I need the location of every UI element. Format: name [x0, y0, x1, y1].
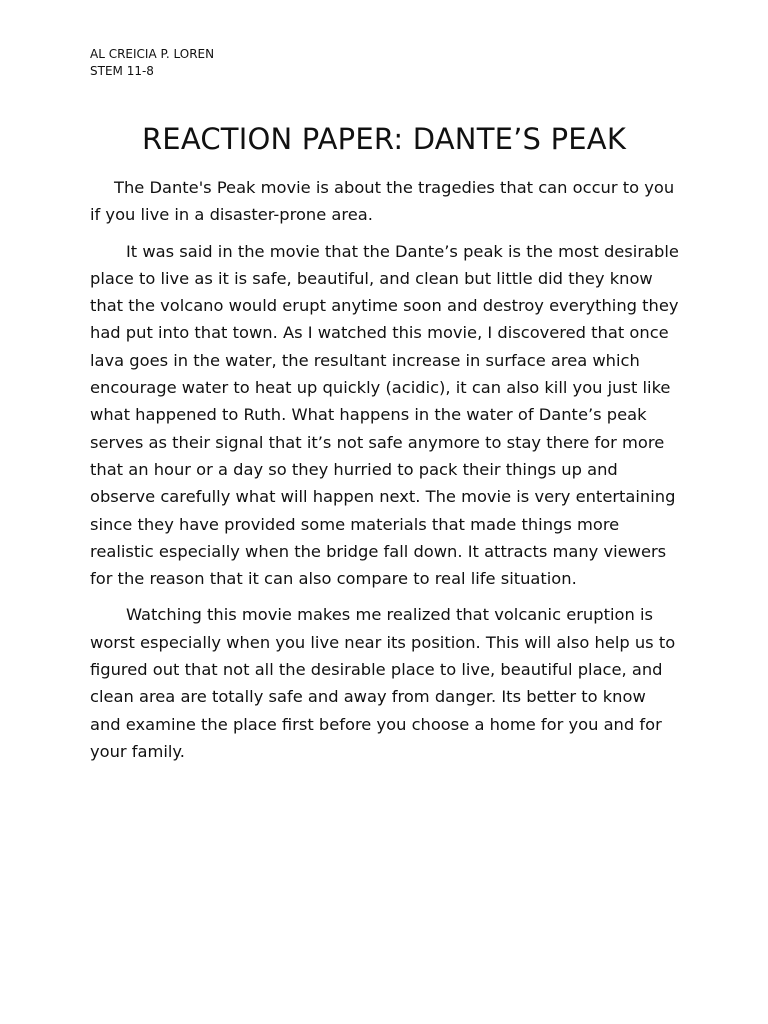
page-title: REACTION PAPER: DANTE’S PEAK [141, 122, 627, 156]
author-header [90, 46, 214, 80]
paragraph-conclusion: Watching this movie makes me realized that volcanic eruption is worst especially when you live near its position. This will also help us to figured out that not all the desirable place to live, beautiful place, and clean area are totally safe and away from danger. Its better to know and examine the place first before you choose a home for you and for your family. [90, 605, 676, 761]
body-text [90, 174, 680, 774]
paragraph-intro: The Dante's Peak movie is about the tragedies that can occur to you if you live in a disaster-prone area. [90, 178, 675, 225]
paragraph-body: It was said in the movie that the Dante’s peak is the most desirable place to live as it is safe, beautiful, and clean but little did they know that the volcano would erupt anytime soon and destroy everything they had put into that town. As I watched this movie, I discovered that once lava goes in the water, the resultant increase in surface area which encourage water to heat up quickly (acidic), it can also kill you just like what happened to Ruth. What happens in the water of Dante’s peak serves as their signal that it’s not safe anymore to stay there for more that an hour or a day so they hurried to pack their things up and observe carefully what will happen next. The movie is very entertaining since they have provided some materials that made things more realistic especially when the bridge fall down. It attracts many viewers for the reason that it can also compare to real life situation. [90, 241, 679, 589]
section-label: STEM 11-8 [90, 64, 154, 78]
author-name: AL CREICIA P. LOREN [90, 47, 215, 61]
